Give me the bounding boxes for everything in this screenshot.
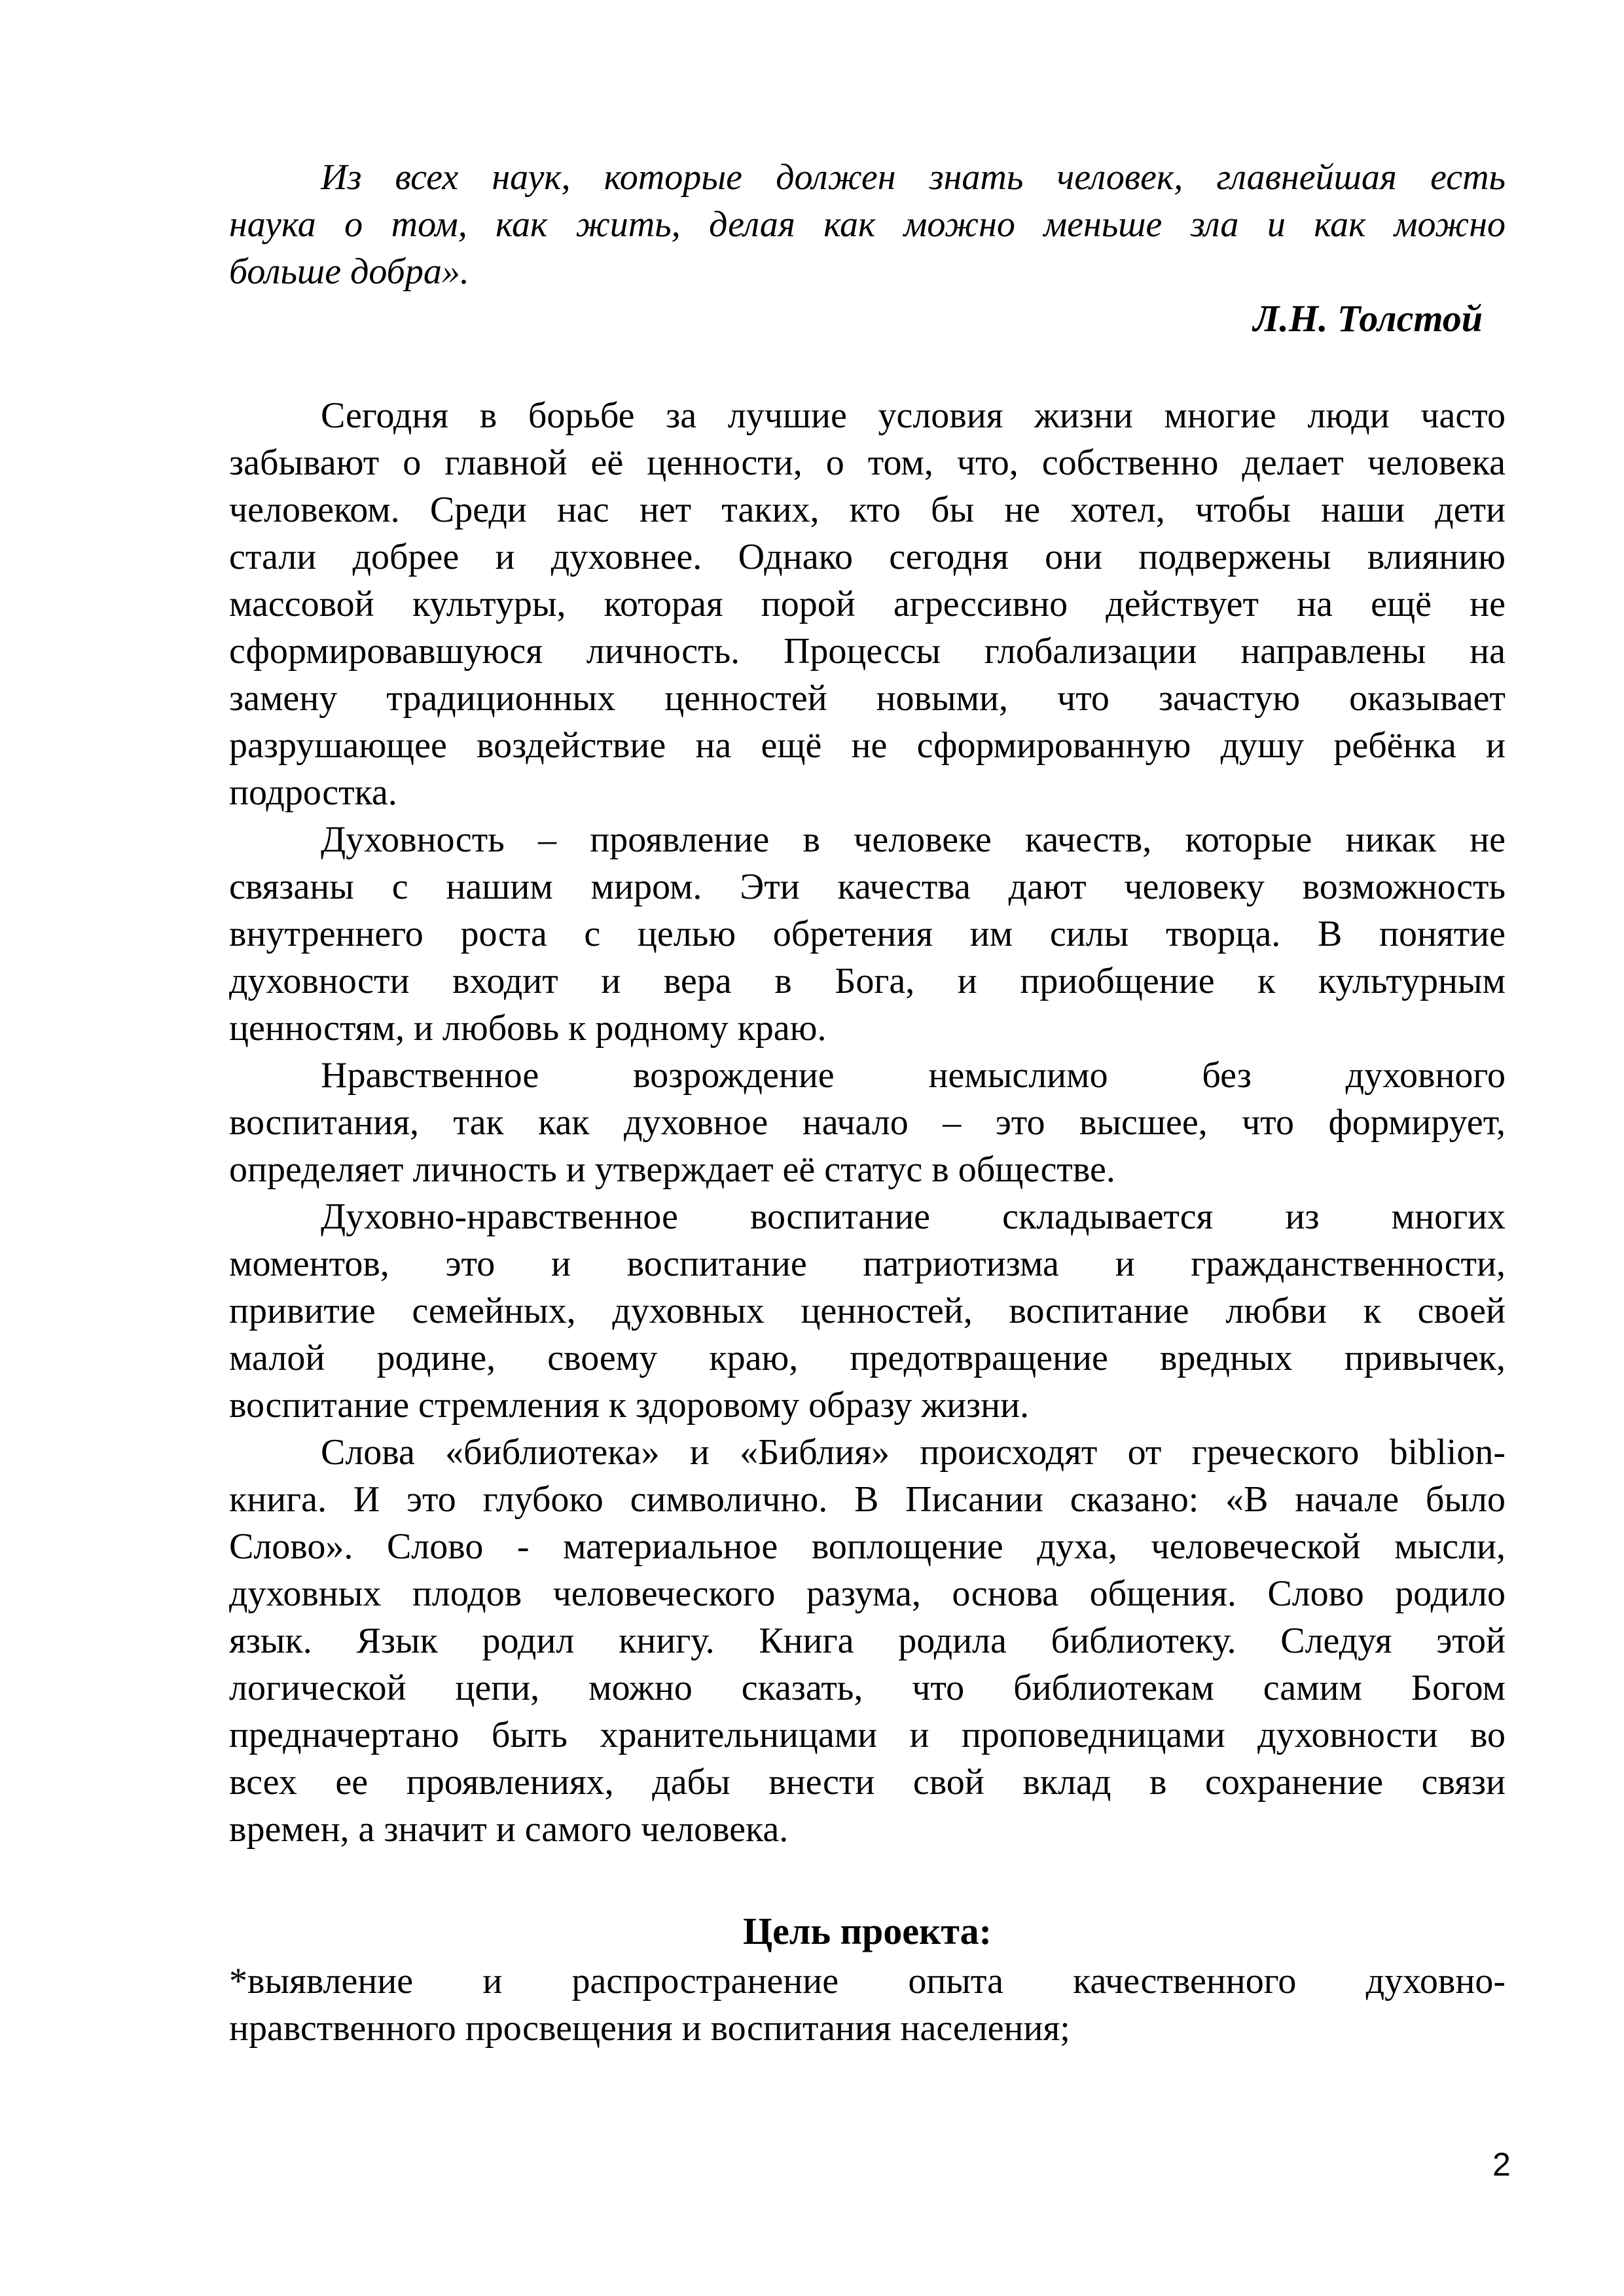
text-line: стали добрее и духовнее. Однако сегодня они подвержены влиянию	[229, 537, 1506, 577]
text-line: больше добра».	[229, 251, 469, 292]
section-heading: Цель проекта:	[743, 1910, 992, 1952]
text-line: Слово». Слово - материальное воплощение духа, человеческой мысли,	[229, 1526, 1506, 1567]
text-line: сформировавшуюся личность. Процессы глобализации направлены на	[229, 631, 1506, 672]
text-column	[229, 154, 1506, 2052]
text-line: разрушающее воздействие на ещё не сформированную душу ребёнка и	[229, 725, 1506, 766]
text-line: духовных плодов человеческого разума, основа общения. Слово родило	[229, 1573, 1506, 1614]
goal-list-item	[229, 1958, 1506, 2052]
text-line: всех ее проявлениях, дабы внести свой вклад в сохранение связи	[229, 1762, 1506, 1803]
text-line: Духовно-нравственное воспитание складывается из многих	[321, 1196, 1506, 1237]
text-line: моментов, это и воспитание патриотизма и гражданственности,	[229, 1244, 1506, 1284]
text-line: язык. Язык родил книгу. Книга родила библиотеку. Следуя этой	[229, 1621, 1506, 1661]
paragraph	[229, 392, 1506, 816]
text-line: Из всех наук, которые должен знать человек, главнейшая есть	[321, 157, 1506, 198]
text-line: воспитания, так как духовное начало – это высшее, что формирует,	[229, 1102, 1506, 1143]
text-line: духовности входит и вера в Бога, и приобщение к культурным	[229, 961, 1506, 1001]
paragraph	[229, 816, 1506, 1052]
text-line: забывают о главной её ценности, о том, что, собственно делает человека	[229, 442, 1506, 483]
text-line: связаны с нашим миром. Эти качества дают человеку возможность	[229, 867, 1506, 907]
text-line: предначертано быть хранительницами и проповедницами духовности во	[229, 1715, 1506, 1755]
text-line: времен, а значит и самого человека.	[229, 1809, 789, 1850]
text-line: логической цепи, можно сказать, что библиотекам самим Богом	[229, 1668, 1506, 1708]
paragraph	[229, 1429, 1506, 1853]
text-line: ценностям, и любовь к родному краю.	[229, 1008, 827, 1049]
paragraph	[229, 1193, 1506, 1429]
text-line: нравственного просвещения и воспитания населения;	[229, 2008, 1070, 2049]
text-line: книга. И это глубоко символично. В Писании сказано: «В начале было	[229, 1479, 1506, 1520]
body-paragraphs	[229, 392, 1506, 1853]
text-line: подростка.	[229, 772, 397, 813]
text-line: *выявление и распространение опыта качественного духовно-	[229, 1961, 1506, 2001]
text-line: Слова «библиотека» и «Библия» происходят от греческого biblion-	[321, 1432, 1506, 1473]
text-line: Нравственное возрождение немыслимо без духовного	[321, 1055, 1506, 1096]
text-line: привитие семейных, духовных ценностей, воспитание любви к своей	[229, 1291, 1506, 1331]
text-line: замену традиционных ценностей новыми, что зачастую оказывает	[229, 678, 1506, 719]
text-line: массовой культуры, которая порой агрессивно действует на ещё не	[229, 584, 1506, 624]
text-line: внутреннего роста с целью обретения им силы творца. В понятие	[229, 914, 1506, 954]
text-line: Сегодня в борьбе за лучшие условия жизни многие люди часто	[321, 395, 1506, 436]
text-line: Духовность – проявление в человеке качеств, которые никак не	[321, 819, 1506, 860]
text-line: малой родине, своему краю, предотвращение вредных привычек,	[229, 1338, 1506, 1378]
text-line: определяет личность и утверждает её статус в обществе.	[229, 1149, 1115, 1190]
page-number: 2	[1492, 2146, 1511, 2183]
text-line: воспитание стремления к здоровому образу жизни.	[229, 1385, 1030, 1426]
epigraph-quote	[229, 154, 1506, 295]
paragraph	[229, 1052, 1506, 1193]
quote-attribution: Л.Н. Толстой	[1253, 297, 1483, 340]
text-line: человеком. Среди нас нет таких, кто бы не хотел, чтобы наши дети	[229, 490, 1506, 530]
text-line: наука о том, как жить, делая как можно меньше зла и как можно	[229, 204, 1506, 245]
